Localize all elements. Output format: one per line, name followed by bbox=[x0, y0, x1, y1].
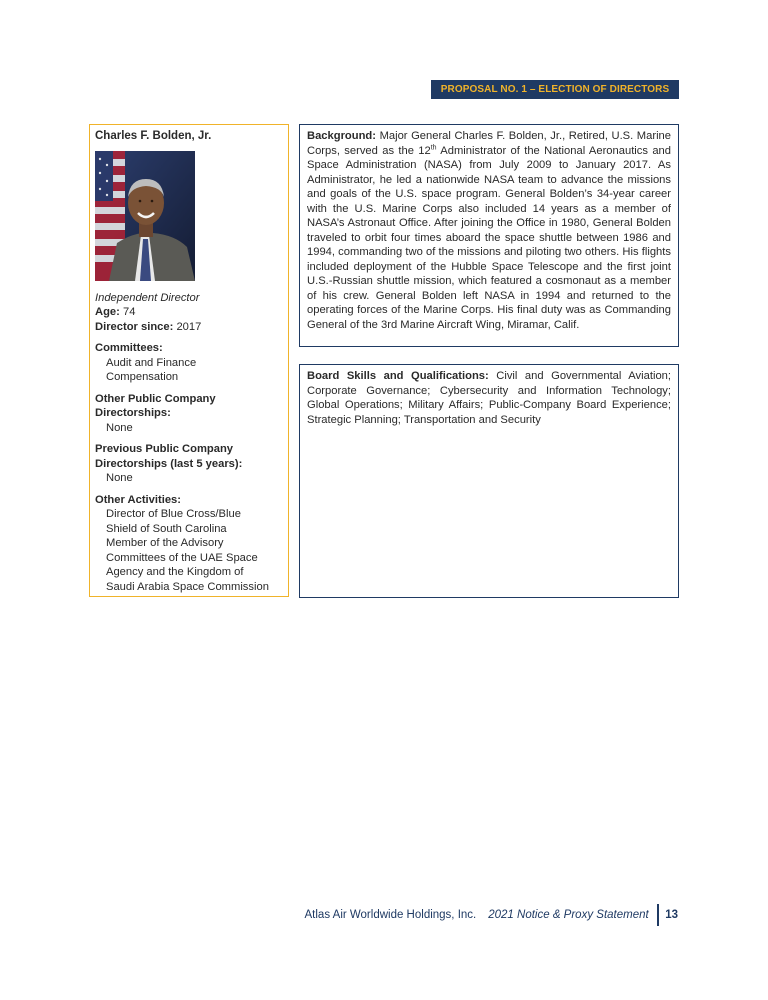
other-activities-label: Other Activities: bbox=[95, 493, 181, 506]
footer-company: Atlas Air Worldwide Holdings, Inc. bbox=[304, 909, 477, 921]
previous-public-label: Previous Public Company bbox=[95, 443, 234, 455]
age-value: 74 bbox=[122, 306, 136, 318]
skills-text: Civil and Governmental Aviation; Corporate Governance; Cybersecurity and Information Technology; Global Operations; Military Affairs; Public-Company Board Experience; Strategic Planning; Transportation and Security bbox=[307, 370, 671, 426]
activity-line: Shield of South Carolina bbox=[106, 522, 227, 535]
page-footer bbox=[305, 904, 678, 926]
other-public-value: None bbox=[106, 421, 133, 434]
activity-line: Committees of the UAE Space bbox=[106, 551, 258, 564]
age-line bbox=[95, 305, 283, 320]
previous-public-label-cont: Directorships (last 5 years): bbox=[95, 457, 243, 470]
section-banner: PROPOSAL NO. 1 – ELECTION OF DIRECTORS bbox=[431, 80, 679, 99]
background-label: Background: bbox=[307, 130, 376, 142]
skills-label: Board Skills and Qualifications: bbox=[307, 370, 489, 382]
background-text-pre: Major General Charles F. Bolden, Jr., Retired, U.S. Marine Corps, served as the 12 bbox=[307, 130, 671, 157]
background-text-post: Administrator of the National Aeronautics and Space Administration (NASA) from July 2009 to January 2017. As Administrator, he led a nationwide NASA team to advance the missions and goals of the U.S. space program. General Bolden’s 34-year career with the U.S. Marine Corps also included 14 years as a member of NASA’s Astronaut Office. After joining the Office in 1980, General Bolden traveled to orbit four times aboard the space shuttle between 1986 and 1994, commanding two of the missions and piloting two others. His flights included deployment of the Hubble Space Telescope and the first joint U.S.-Russian shuttle mission, which featured a cosmonaut as a member of his crew. General Bolden left NASA in 1994 and returned to the operating forces of the Marine Corps. His final duty was as Commanding General of the 3rd Marine Aircraft Wing, Miramar, Calif. bbox=[307, 144, 671, 331]
footer-divider bbox=[657, 904, 660, 926]
activity-line: Director of Blue Cross/Blue bbox=[106, 508, 241, 520]
director-portrait bbox=[95, 151, 195, 281]
activity-line: Member of the Advisory bbox=[106, 537, 224, 549]
committees-label: Committees: bbox=[95, 342, 163, 354]
committee-item: Audit and Finance bbox=[106, 356, 197, 369]
skills-box bbox=[299, 364, 679, 598]
director-since-label: Director since: bbox=[95, 320, 174, 333]
committee-item: Compensation bbox=[106, 371, 179, 383]
director-name: Charles F. Bolden, Jr. bbox=[95, 130, 212, 142]
background-text-sup: th bbox=[430, 143, 437, 151]
director-since-line bbox=[95, 320, 283, 335]
activity-line: Agency and the Kingdom of bbox=[106, 566, 244, 578]
age-label: Age: bbox=[95, 306, 120, 318]
director-role: Independent Director bbox=[95, 291, 200, 304]
background-box bbox=[299, 124, 679, 347]
activity-line: Saudi Arabia Space Commission bbox=[106, 580, 269, 593]
director-profile-card bbox=[89, 124, 289, 597]
other-public-label-cont: Directorships: bbox=[95, 407, 171, 419]
page-number: 13 bbox=[665, 909, 678, 921]
other-public-label: Other Public Company bbox=[95, 392, 216, 405]
footer-document: 2021 Notice & Proxy Statement bbox=[488, 909, 649, 921]
director-since-value: 2017 bbox=[176, 320, 202, 333]
previous-public-value: None bbox=[106, 472, 133, 484]
